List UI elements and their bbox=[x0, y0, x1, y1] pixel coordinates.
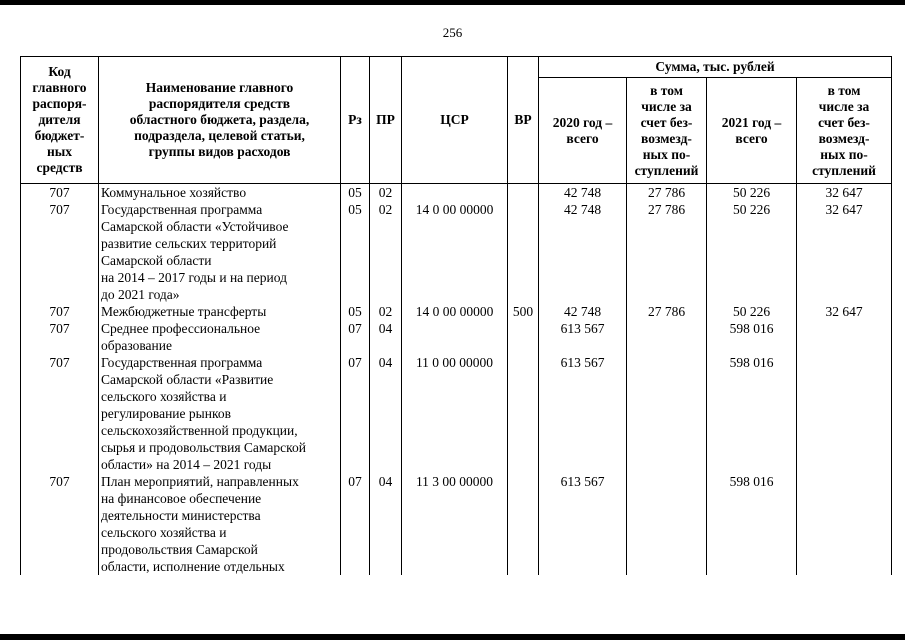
row-csr bbox=[402, 184, 508, 202]
header-line: распоря- bbox=[32, 96, 87, 111]
row-pr: 02 bbox=[370, 201, 402, 303]
header-name-lines bbox=[100, 80, 339, 160]
header-vr: ВР bbox=[508, 57, 539, 184]
top-border bbox=[0, 0, 905, 5]
row-incl-2020 bbox=[627, 320, 707, 354]
table-row bbox=[21, 184, 892, 202]
row-code: 707 bbox=[21, 320, 99, 354]
header-sum: Сумма, тыс. рублей bbox=[539, 57, 892, 78]
header-line: бюджет- bbox=[34, 128, 85, 143]
row-sum-2020: 613 567 bbox=[539, 354, 627, 473]
row-name-line: сельского хозяйства и bbox=[101, 525, 227, 540]
header-line: в том bbox=[827, 82, 861, 98]
row-csr: 11 0 00 00000 bbox=[402, 354, 508, 473]
row-name-line: Коммунальное хозяйство bbox=[101, 185, 247, 200]
row-vr bbox=[508, 473, 539, 575]
row-name bbox=[99, 320, 341, 354]
row-sum-2021: 598 016 bbox=[707, 473, 797, 575]
table-row bbox=[21, 473, 892, 575]
header-name bbox=[99, 57, 341, 184]
header-line: дителя bbox=[38, 112, 81, 127]
header-2020-incl bbox=[627, 78, 707, 184]
row-sum-2021: 50 226 bbox=[707, 303, 797, 320]
row-name-line: сельского хозяйства и bbox=[101, 389, 227, 404]
row-name-line: Самарской области «Устойчивое bbox=[101, 219, 289, 234]
row-name-line: до 2021 года» bbox=[101, 287, 180, 302]
row-name-line: на финансовое обеспечение bbox=[101, 491, 262, 506]
header-line: средств bbox=[36, 160, 83, 175]
row-csr bbox=[402, 320, 508, 354]
row-name-line: Межбюджетные трансферты bbox=[101, 304, 267, 319]
header-2020-incl-lines bbox=[628, 83, 705, 179]
row-name-line: Государственная программа bbox=[101, 202, 263, 217]
row-pr: 04 bbox=[370, 354, 402, 473]
header-line: ных по- bbox=[820, 146, 868, 162]
row-name-line: развитие сельских территорий bbox=[101, 236, 277, 251]
row-code: 707 bbox=[21, 184, 99, 202]
header-2020-total bbox=[539, 78, 627, 184]
header-2021-lines bbox=[708, 115, 795, 147]
row-rz: 07 bbox=[341, 473, 370, 575]
row-name-line: Самарской области «Развитие bbox=[101, 372, 274, 387]
bottom-border bbox=[0, 634, 905, 640]
row-name-line: План мероприятий, направленных bbox=[101, 474, 299, 489]
header-2020-lines bbox=[540, 115, 625, 147]
row-rz: 05 bbox=[341, 201, 370, 303]
header-line: распорядителя средств bbox=[148, 96, 291, 111]
header-line: главного bbox=[32, 80, 87, 95]
header-line: ступлений bbox=[634, 162, 699, 178]
row-incl-2021 bbox=[797, 473, 892, 575]
row-csr: 14 0 00 00000 bbox=[402, 303, 508, 320]
row-sum-2021: 50 226 bbox=[707, 184, 797, 202]
header-line: Наименование главного bbox=[145, 80, 294, 95]
row-name bbox=[99, 354, 341, 473]
header-line: всего bbox=[566, 130, 599, 146]
table-row bbox=[21, 303, 892, 320]
row-incl-2020: 27 786 bbox=[627, 303, 707, 320]
row-incl-2021: 32 647 bbox=[797, 303, 892, 320]
row-name bbox=[99, 201, 341, 303]
row-incl-2021 bbox=[797, 320, 892, 354]
row-name-line: области» на 2014 – 2021 годы bbox=[101, 457, 272, 472]
row-vr bbox=[508, 201, 539, 303]
table-row bbox=[21, 320, 892, 354]
header-line: возмезд- bbox=[641, 130, 692, 146]
header-line: группы видов расходов bbox=[148, 144, 291, 159]
header-code bbox=[21, 57, 99, 184]
page-number: 256 bbox=[442, 25, 463, 40]
row-sum-2020: 613 567 bbox=[539, 473, 627, 575]
row-incl-2020: 27 786 bbox=[627, 201, 707, 303]
header-line: 2021 год – bbox=[721, 114, 782, 130]
header-line: ных по- bbox=[642, 146, 691, 162]
header-line: числе за bbox=[641, 98, 692, 114]
row-rz: 07 bbox=[341, 320, 370, 354]
header-2021-total bbox=[707, 78, 797, 184]
row-code: 707 bbox=[21, 354, 99, 473]
row-name bbox=[99, 184, 341, 202]
row-name-line: сельскохозяйственной продукции, bbox=[101, 423, 298, 438]
row-sum-2020: 42 748 bbox=[539, 303, 627, 320]
row-code: 707 bbox=[21, 201, 99, 303]
row-code: 707 bbox=[21, 303, 99, 320]
header-line: возмезд- bbox=[818, 130, 870, 146]
table-body bbox=[21, 184, 892, 576]
row-incl-2020: 27 786 bbox=[627, 184, 707, 202]
header-code-lines bbox=[22, 64, 97, 176]
row-name bbox=[99, 303, 341, 320]
budget-table bbox=[20, 56, 892, 575]
header-line: в том bbox=[650, 82, 683, 98]
row-rz: 07 bbox=[341, 354, 370, 473]
row-incl-2020 bbox=[627, 473, 707, 575]
table-row bbox=[21, 201, 892, 303]
row-name-line: на 2014 – 2017 годы и на период bbox=[101, 270, 287, 285]
row-name bbox=[99, 473, 341, 575]
header-2021-incl bbox=[797, 78, 892, 184]
table-row bbox=[21, 354, 892, 473]
row-name-line: Самарской области bbox=[101, 253, 212, 268]
row-name-line: продовольствия Самарской bbox=[101, 542, 258, 557]
header-line: подраздела, целевой статьи, bbox=[134, 128, 305, 143]
row-vr bbox=[508, 320, 539, 354]
row-name-line: области, исполнение отдельных bbox=[101, 559, 285, 574]
row-name-line: образование bbox=[101, 338, 172, 353]
row-name-line: регулирование рынков bbox=[101, 406, 231, 421]
row-vr bbox=[508, 184, 539, 202]
row-incl-2021: 32 647 bbox=[797, 201, 892, 303]
row-incl-2021 bbox=[797, 354, 892, 473]
row-code: 707 bbox=[21, 473, 99, 575]
header-rz: Рз bbox=[341, 57, 370, 184]
header-pr: ПР bbox=[370, 57, 402, 184]
row-rz: 05 bbox=[341, 184, 370, 202]
row-name-line: Государственная программа bbox=[101, 355, 263, 370]
row-pr: 02 bbox=[370, 303, 402, 320]
header-line: счет без- bbox=[640, 114, 693, 130]
header-line: ных bbox=[46, 144, 73, 159]
row-pr: 04 bbox=[370, 320, 402, 354]
row-name-line: Среднее профессиональное bbox=[101, 321, 261, 336]
header-line: областного бюджета, раздела, bbox=[129, 112, 310, 127]
row-vr: 500 bbox=[508, 303, 539, 320]
row-name-line: сырья и продовольствия Самарской bbox=[101, 440, 306, 455]
header-line: 2020 год – bbox=[552, 114, 613, 130]
row-vr bbox=[508, 354, 539, 473]
row-sum-2021: 598 016 bbox=[707, 320, 797, 354]
row-pr: 04 bbox=[370, 473, 402, 575]
header-csr: ЦСР bbox=[402, 57, 508, 184]
header-line: счет без- bbox=[818, 114, 870, 130]
row-csr: 11 3 00 00000 bbox=[402, 473, 508, 575]
header-2021-incl-lines bbox=[798, 83, 890, 179]
header-line: ступлений bbox=[812, 162, 876, 178]
header-line: Код bbox=[48, 64, 71, 79]
row-csr: 14 0 00 00000 bbox=[402, 201, 508, 303]
row-incl-2021: 32 647 bbox=[797, 184, 892, 202]
row-sum-2020: 613 567 bbox=[539, 320, 627, 354]
row-name-line: деятельности министерства bbox=[101, 508, 261, 523]
row-pr: 02 bbox=[370, 184, 402, 202]
row-rz: 05 bbox=[341, 303, 370, 320]
row-sum-2021: 598 016 bbox=[707, 354, 797, 473]
row-sum-2020: 42 748 bbox=[539, 184, 627, 202]
row-sum-2021: 50 226 bbox=[707, 201, 797, 303]
row-incl-2020 bbox=[627, 354, 707, 473]
header-line: числе за bbox=[818, 98, 870, 114]
row-sum-2020: 42 748 bbox=[539, 201, 627, 303]
header-line: всего bbox=[735, 130, 768, 146]
